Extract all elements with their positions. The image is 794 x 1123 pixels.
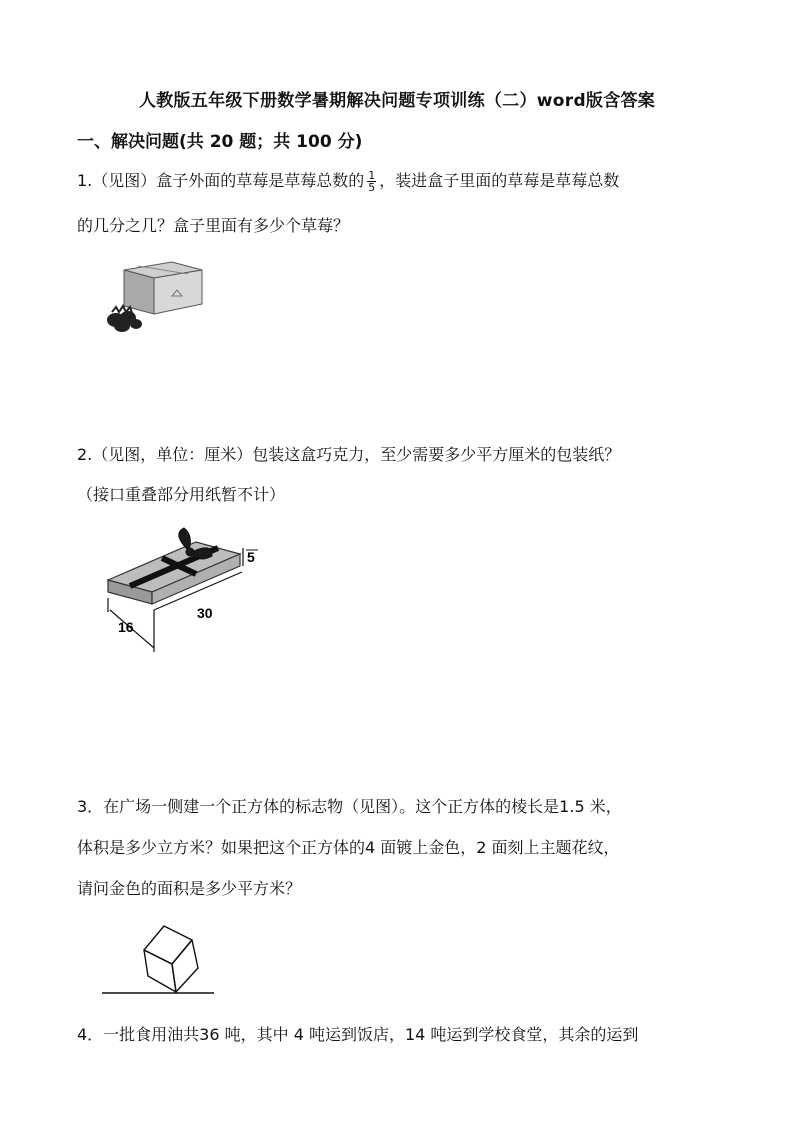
question-2-line-2: （接口重叠部分用纸暂不计） [77,485,286,504]
question-1-line-1 [77,168,619,193]
fraction-numerator: 1 [368,169,376,182]
width-label: 16 [118,619,134,635]
question-1-text-a: 1.（见图）盒子外面的草莓是草莓总数的 [77,171,365,190]
height-label: 5 [247,549,255,565]
cube-figure [100,918,220,998]
strawberry-box-figure [100,248,215,338]
question-1-text-b: ，装进盒子里面的草莓是草莓总数 [379,171,620,190]
page-title: 人教版五年级下册数学暑期解决问题专项训练（二）word版含答案 [138,91,656,111]
cube-icon [144,926,198,992]
question-1-line-2: 的几分之几？盒子里面有多少个草莓？ [77,216,350,235]
question-3-line-2: 体积是多少立方米？如果把这个正方体的4 面镀上金色，2 面刻上主题花纹， [77,838,620,857]
question-3-line-1: 3．在广场一侧建一个正方体的标志物（见图）。这个正方体的棱长是1.5 米， [77,797,622,816]
section-heading: 一、解决问题(共 20 题；共 100 分) [77,132,363,152]
chocolate-box-figure [100,520,270,655]
question-2-line-1: 2.（见图，单位：厘米）包装这盒巧克力，至少需要多少平方厘米的包装纸？ [77,445,621,464]
question-3-line-3: 请问金色的面积是多少平方米？ [77,879,302,898]
fraction-denominator: 5 [368,181,376,194]
length-label: 30 [197,605,213,621]
fraction-one-fifth [367,170,376,193]
question-4-line-1: 4．一批食用油共36 吨，其中 4 吨运到饭店，14 吨运到学校食堂，其余的运到 [77,1025,639,1044]
box-side-face [154,270,202,314]
